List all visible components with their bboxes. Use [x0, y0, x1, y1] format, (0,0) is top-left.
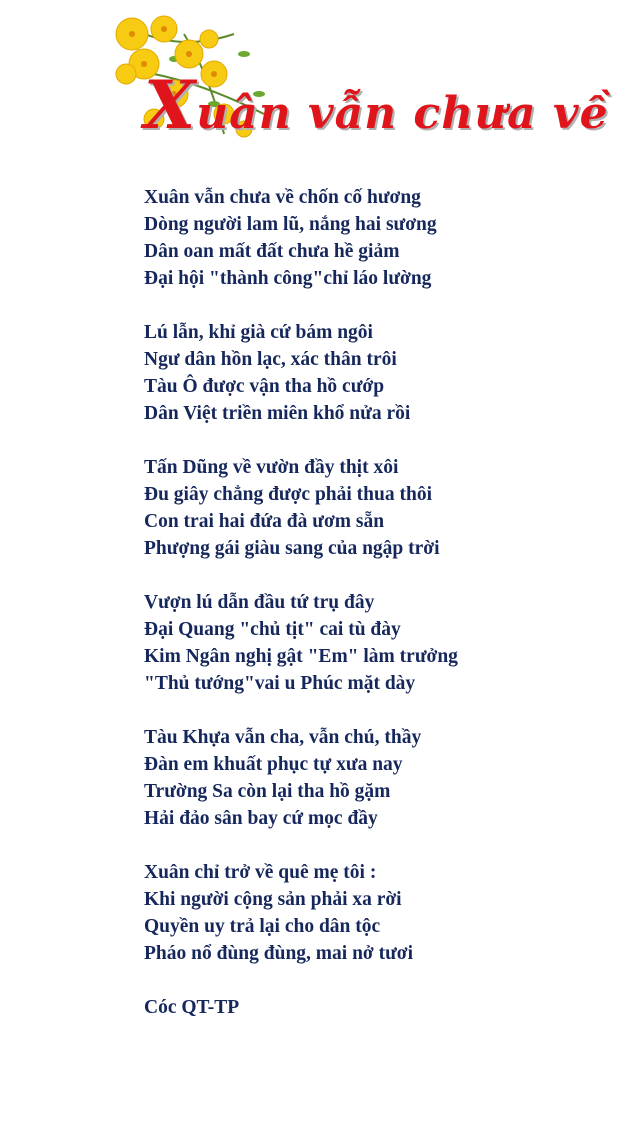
author-signature: Cóc QT-TP — [144, 997, 240, 1018]
stanza-1 — [144, 184, 458, 292]
poem — [144, 184, 458, 1021]
poem-line: Khi người cộng sản phải xa rời — [144, 889, 402, 910]
poem-line: Dân Việt triền miên khổ nửa rồi — [144, 403, 411, 424]
poem-line: Trường Sa còn lại tha hồ gặm — [144, 781, 391, 802]
poem-line: Đu giây chẳng được phải thua thôi — [144, 484, 432, 505]
poem-line: Lú lẫn, khỉ già cứ bám ngôi — [144, 322, 373, 343]
poem-line: Con trai hai đứa đà ươm sẵn — [144, 511, 385, 532]
banner-title — [144, 66, 609, 144]
poem-line: Dòng người lam lũ, nắng hai sương — [144, 214, 437, 235]
stanza-3 — [144, 454, 458, 562]
poem-line: Xuân vẫn chưa về chốn cố hương — [144, 187, 421, 208]
poem-line: Quyền uy trả lại cho dân tộc — [144, 916, 381, 937]
poem-line: Tàu Khựa vẫn cha, vẫn chú, thầy — [144, 727, 422, 748]
stanza-6 — [144, 859, 458, 967]
poem-line: Đại Quang "chủ tịt" cai tù đày — [144, 619, 401, 640]
poem-line: Đại hội "thành công"chỉ láo lường — [144, 268, 432, 289]
stanza-2 — [144, 319, 458, 427]
poem-line: Đàn em khuất phục tự xưa nay — [144, 754, 403, 775]
poem-line: Ngư dân hồn lạc, xác thân trôi — [144, 349, 397, 370]
stanza-5 — [144, 724, 458, 832]
poem-line: Hải đảo sân bay cứ mọc đầy — [144, 808, 378, 829]
banner — [114, 14, 609, 144]
poem-line: Xuân chỉ trở về quê mẹ tôi : — [144, 862, 377, 883]
stanza-4 — [144, 589, 458, 697]
poem-line: Tàu Ô được vận tha hồ cướp — [144, 376, 385, 397]
poem-line: Phượng gái giàu sang của ngập trời — [144, 538, 440, 559]
poem-line: Kim Ngân nghị gật "Em" làm trưởng — [144, 646, 458, 667]
title-rest: uân vẫn chưa về — [196, 88, 609, 139]
title-initial: X — [144, 66, 197, 144]
poem-line: Pháo nổ đùng đùng, mai nở tươi — [144, 943, 414, 964]
poem-line: Vượn lú dẫn đầu tứ trụ đây — [144, 592, 375, 613]
poem-line: "Thủ tướng"vai u Phúc mặt dày — [144, 673, 416, 694]
poem-line: Tấn Dũng về vườn đầy thịt xôi — [144, 457, 399, 478]
poem-line: Dân oan mất đất chưa hề giảm — [144, 241, 400, 262]
